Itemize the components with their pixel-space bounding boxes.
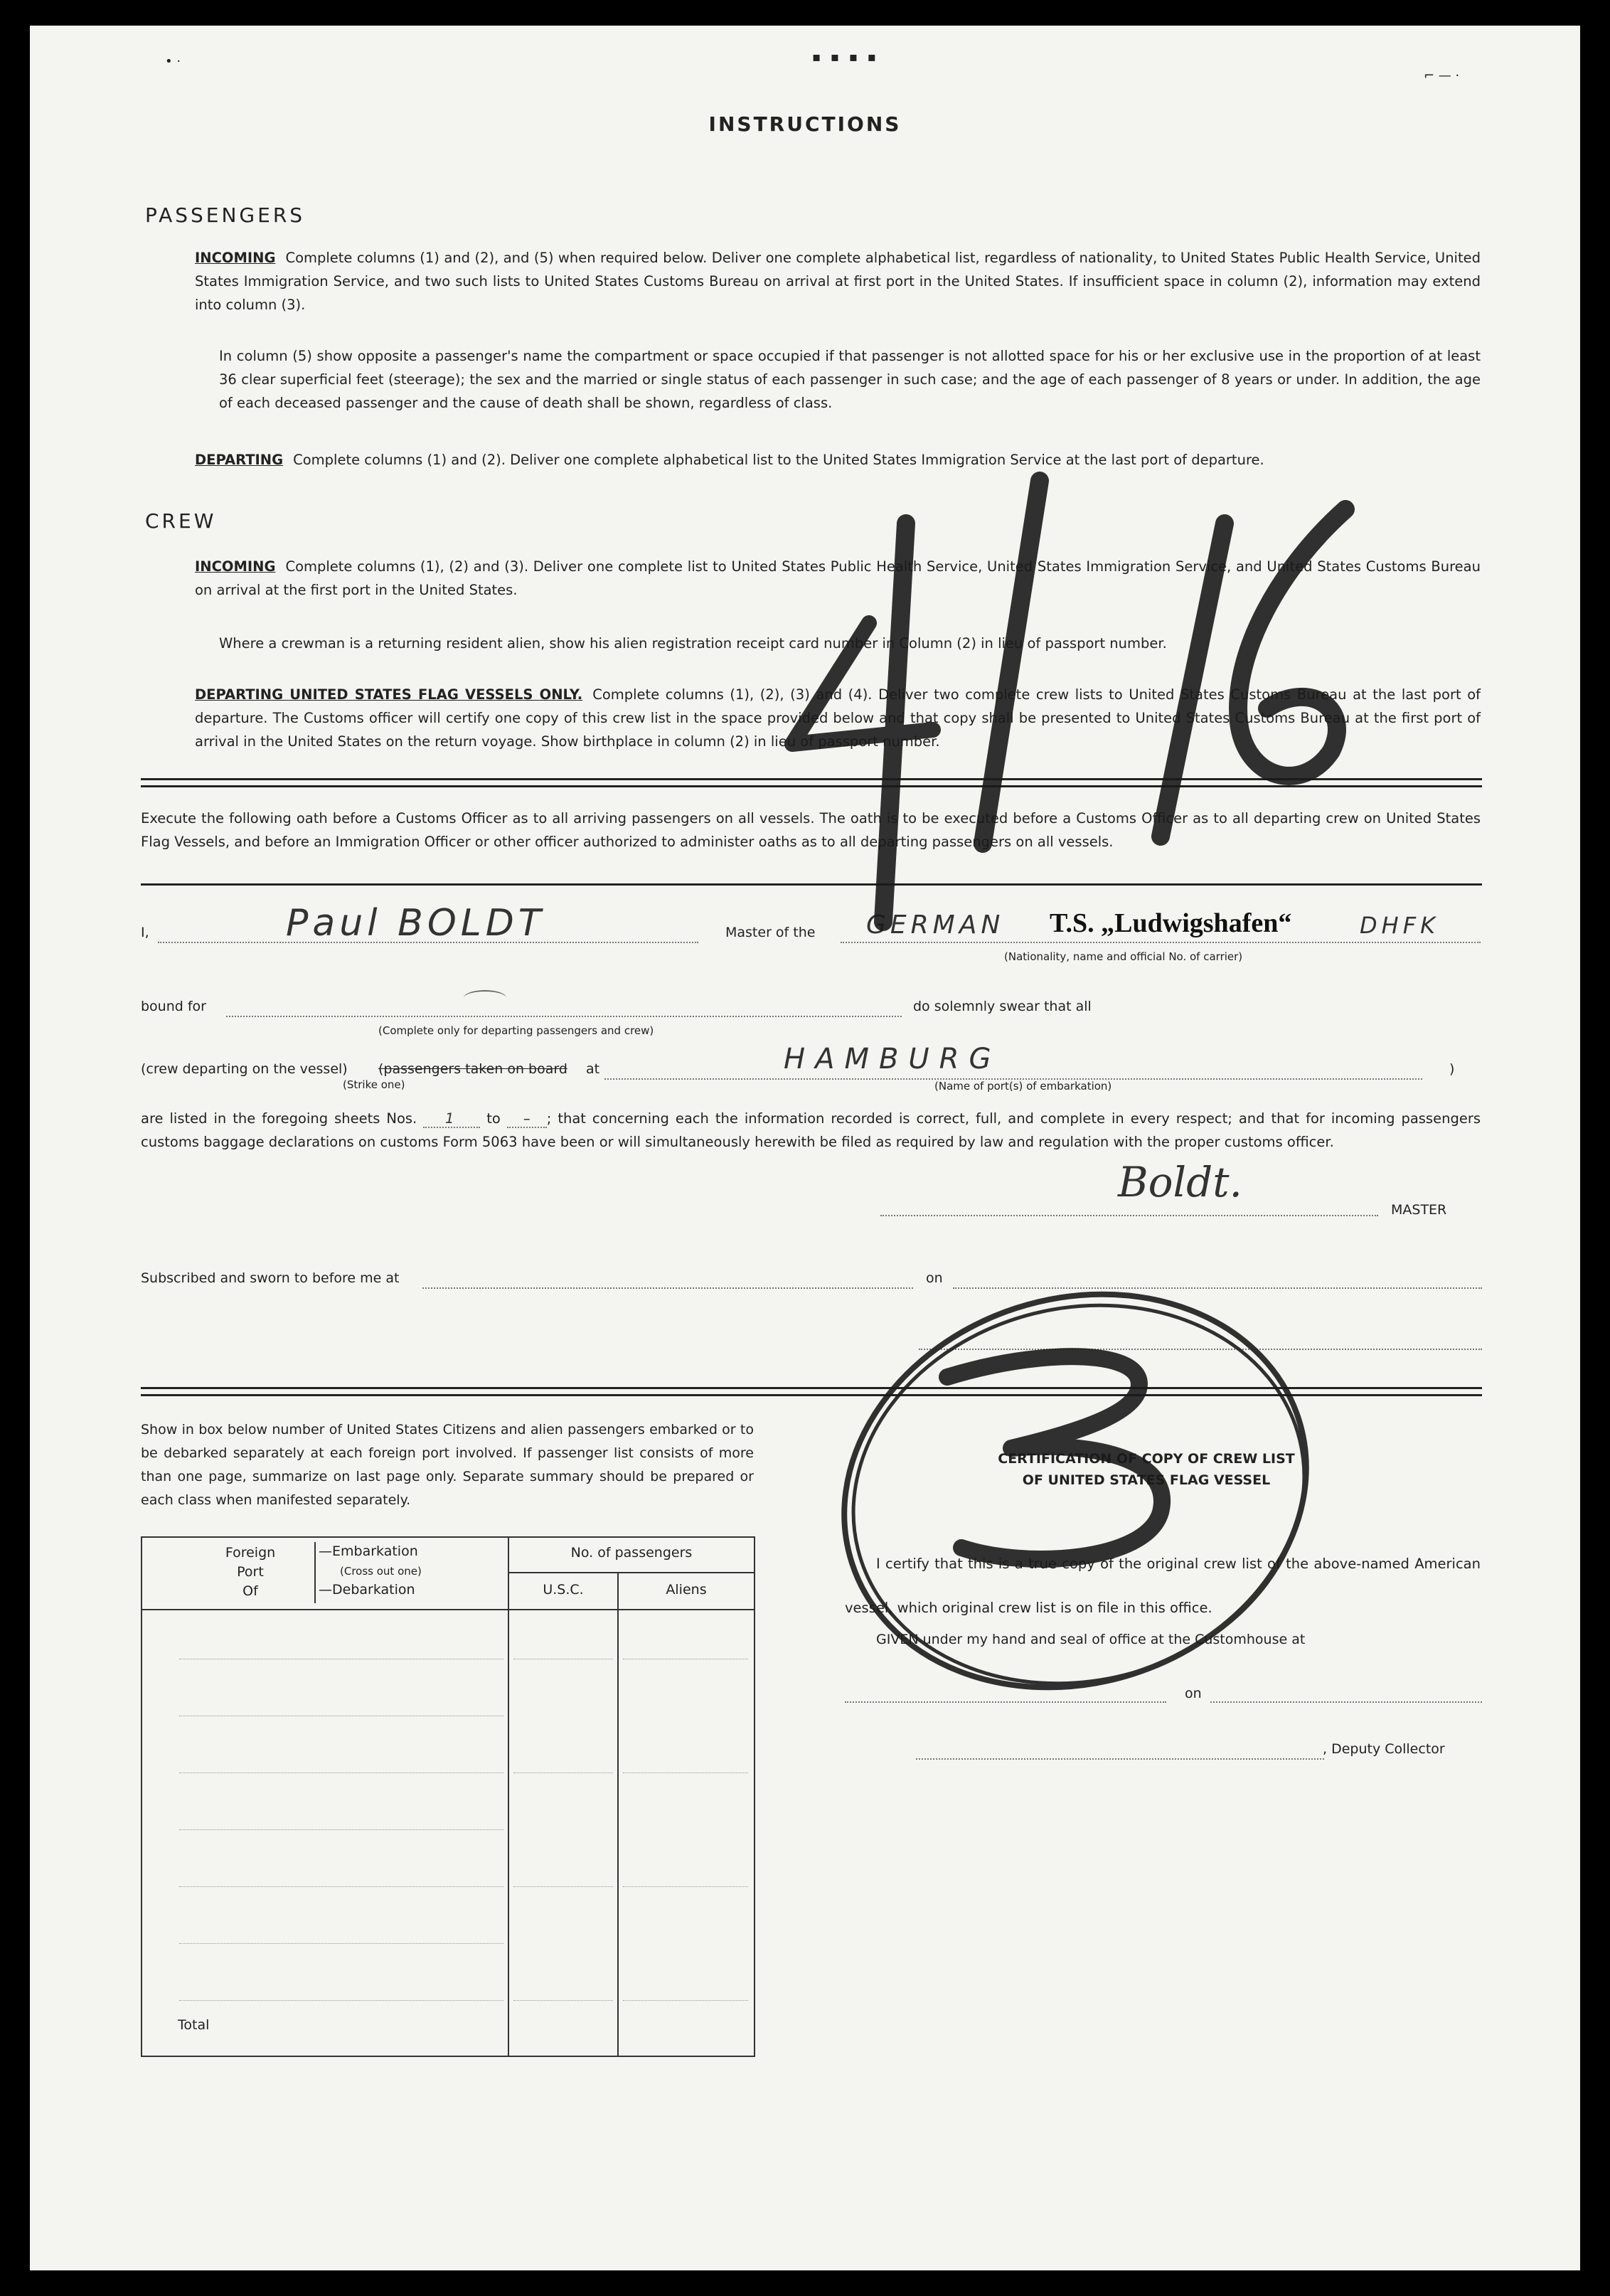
given-text: GIVEN under my hand and seal of office at the Customhouse at: [876, 1632, 1306, 1647]
crayon-digit-1-second: [1161, 523, 1225, 836]
embark-port-handwritten: HAMBURG: [784, 1043, 1001, 1075]
nationality-handwritten: GERMAN: [866, 910, 1005, 940]
margin-mark: ▪ ▪ ▪ ▪: [812, 50, 879, 65]
master-signature: Boldt.: [1118, 1158, 1242, 1206]
subscribed-label: Subscribed and sworn to before me at: [141, 1270, 400, 1286]
certification-on-label: on: [1185, 1686, 1202, 1701]
crayon-circle: [793, 1235, 1358, 1746]
deputy-collector-label: , Deputy Collector: [1323, 1741, 1445, 1757]
crayon-annotations: [30, 26, 1580, 2270]
passengers-heading: PASSENGERS: [145, 203, 306, 227]
usc-header: U.S.C.: [543, 1582, 584, 1598]
port-label: Port: [237, 1564, 264, 1580]
embarkation-label: —Embarkation: [319, 1543, 418, 1559]
crew-incoming-label: INCOMING: [195, 558, 276, 575]
oath-intro: Execute the following oath before a Customs Officer as to all arriving passengers on all vessels. The oath is to be executed before a Customs Officer as to all departing crew on United States Flag Vessels, and before an Immigration Officer or other officer authorized to administer oaths as to all departing passengers on all vessels.: [141, 810, 1481, 850]
margin-mark: ⌐ — ·: [1424, 68, 1460, 83]
bound-for-label: bound for: [141, 999, 206, 1014]
sheet-from: 1: [423, 1111, 480, 1128]
vessel-name-stamp: T.S. „Ludwigshafen“: [1050, 908, 1292, 938]
listed-post: ; that concerning each the information recorded is correct, full, and complete in every respect; and that for incoming passengers customs baggage declarations on customs Form 5063 have been or will simultaneously herewith be filed as required by law and regulation with the proper customs officer.: [141, 1110, 1481, 1150]
vessel-caption: (Nationality, name and official No. of carrier): [1004, 950, 1243, 963]
official-number-handwritten: DHFK: [1360, 912, 1440, 939]
passengers-departing-label: DEPARTING: [195, 452, 284, 468]
strike-caption: (Strike one): [343, 1078, 405, 1091]
crayon-digit-4-first: [792, 623, 933, 744]
swear-text: do solemnly swear that all: [913, 999, 1092, 1014]
debarkation-label: —Debarkation: [319, 1582, 415, 1598]
no-passengers-header: No. of passengers: [570, 1545, 693, 1561]
crew-departing-text: Complete columns (1), (2), (3) and (4). Deliver two complete crew lists to United States Customs Bureau at the last port of departure. The Customs officer will certify one copy of this crew list in the space provided below and that copy shall be presented to United States Customs Bureau at the first port of arrival in the United States on the return voyage. Show birthplace in column (2) in lieu of passport number.: [195, 686, 1481, 750]
passengers-struck-text: (passengers taken on board: [378, 1061, 567, 1077]
crayon-digit-6: [1238, 509, 1345, 776]
foreign-label: Foreign: [225, 1545, 276, 1561]
at-label: at: [586, 1061, 600, 1077]
aliens-header: Aliens: [666, 1582, 707, 1598]
oath-i-label: I,: [141, 925, 149, 940]
passengers-incoming-text: Complete columns (1) and (2), and (5) when required below. Deliver one complete alphabetical list, regardless of nationality, to United States Public Health Service, United States Immigration Service, and two such lists to United States Customs Bureau on arrival at first port in the United States. If insufficient space in column (2), information may extend into column (3).: [195, 250, 1481, 313]
margin-mark: • ·: [165, 54, 181, 69]
certification-title-line2: OF UNITED STATES FLAG VESSEL: [1022, 1472, 1271, 1488]
close-paren: ): [1449, 1061, 1455, 1077]
subscribed-on-label: on: [926, 1270, 943, 1286]
crew-departing-text: (crew departing on the vessel): [141, 1061, 348, 1077]
bound-for-caption: (Complete only for departing passengers and crew): [378, 1024, 654, 1037]
passengers-departing-text: Complete columns (1) and (2). Deliver one complete alphabetical list to the United States Immigration Service at the last port of departure.: [293, 452, 1264, 468]
port-caption: (Name of port(s) of embarkation): [934, 1080, 1112, 1093]
crew-heading: CREW: [145, 509, 217, 533]
summary-total-label: Total: [178, 2017, 210, 2033]
crayon-digit-4-first: [883, 523, 906, 922]
listed-pre: are listed in the foregoing sheets Nos.: [141, 1110, 417, 1127]
page-title: INSTRUCTIONS: [708, 112, 902, 136]
crew-incoming-text: Complete columns (1), (2) and (3). Deliver one complete list to United States Public Health Service, United States Immigration Service, and United States Customs Bureau on arrival at the first port in the United States.: [195, 558, 1481, 598]
crew-resident-text: Where a crewman is a returning resident alien, show his alien registration receipt card number in Column (2) in lieu of passport number.: [219, 635, 1167, 652]
master-name-handwritten: Paul BOLDT: [286, 902, 545, 945]
of-label: Of: [242, 1583, 258, 1599]
sheet-to: –: [507, 1111, 547, 1128]
passengers-incoming-label: INCOMING: [195, 250, 276, 266]
document-sheet: [30, 26, 1580, 2270]
crayon-digit-1-first: [983, 481, 1040, 844]
passengers-column5-text: In column (5) show opposite a passenger's name the compartment or space occupied if that passenger is not allotted space for his or her exclusive use in the proportion of at least 36 clear superficial feet (steerage); the sex and the married or single status of each passenger in such case; and the age of each passenger of 8 years or under. In addition, the age of each deceased passenger and the cause of death shall be shown, regardless of class.: [219, 348, 1481, 411]
crew-departing-label: DEPARTING UNITED STATES FLAG VESSELS ONLY.: [195, 686, 583, 703]
crayon-circle: [813, 1258, 1345, 1730]
certify-text: I certify that this is a true copy of the original crew list of the above-named American vessel, which original crew list is on file in this office.: [845, 1556, 1481, 1616]
summary-instructions: Show in box below number of United States Citizens and alien passengers embarked or to be debarked separately at each foreign port involved. If passenger list consists of more than one page, summarize on last page only. Separate summary should be prepared or each class when manifested separately.: [141, 1422, 754, 1508]
master-label: MASTER: [1391, 1202, 1447, 1218]
certification-title-line1: CERTIFICATION OF COPY OF CREW LIST: [998, 1451, 1295, 1467]
master-of-label: Master of the: [725, 925, 816, 940]
to-label: to: [486, 1110, 501, 1127]
crayon-digit-3: [947, 1356, 1162, 1559]
cross-out-label: (Cross out one): [340, 1565, 422, 1578]
